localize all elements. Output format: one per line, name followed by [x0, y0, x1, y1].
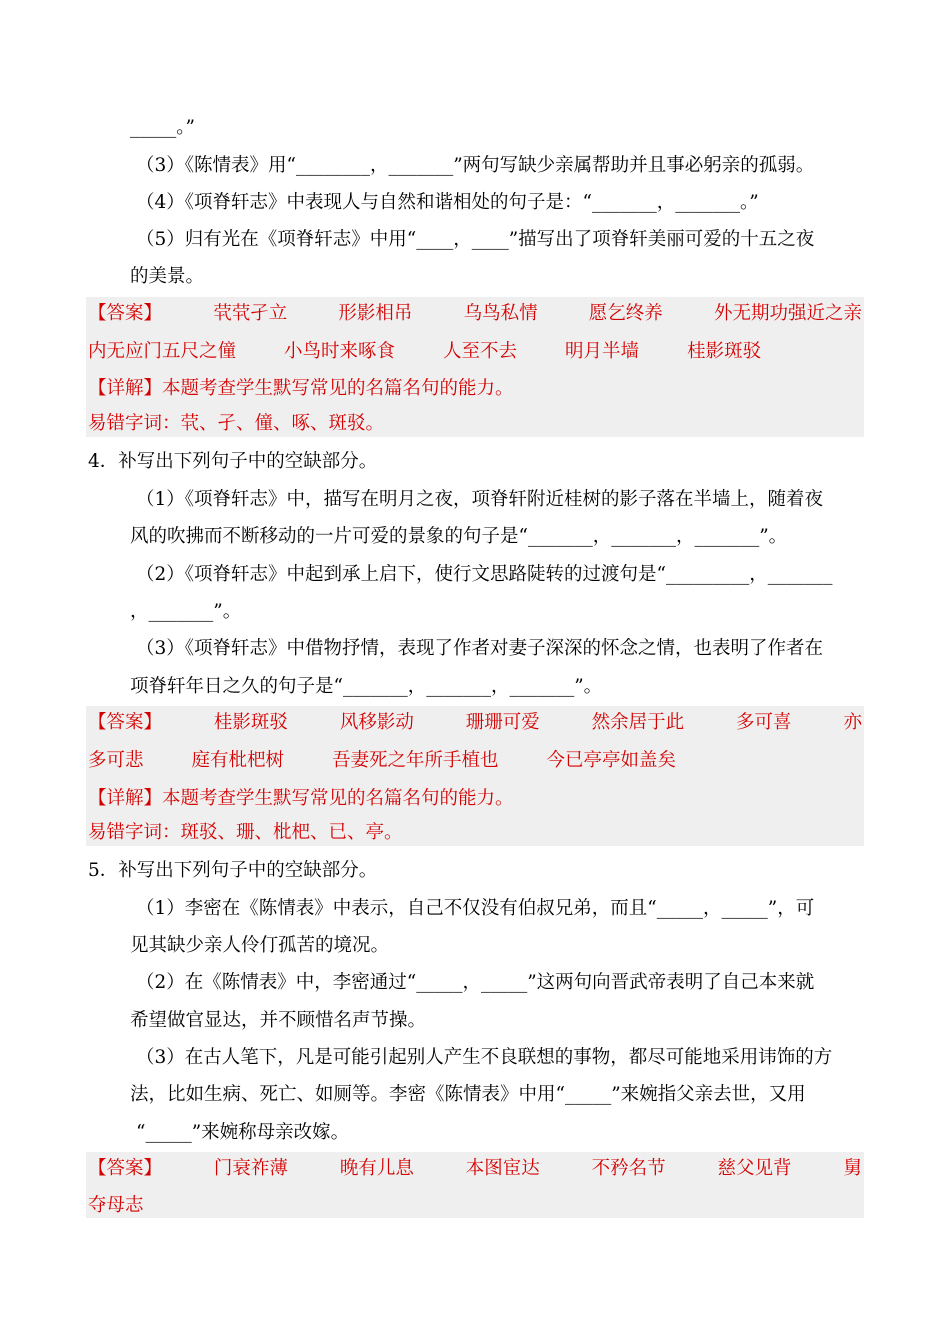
answer-item: 桂影斑驳 [213, 712, 288, 733]
question-4-title: 4．补写出下列句子中的空缺部分。 [88, 451, 378, 472]
answer-item: 吾妻死之年所手植也 [332, 750, 499, 771]
question-4-item: 风的吹拂而不断移动的一片可爱的景象的句子是“_______，_______，_______”。 [130, 526, 788, 547]
answer-item: 亦 [843, 712, 862, 733]
answer-item: 茕茕孑立 [213, 303, 288, 324]
answer-q5-row-2 [88, 1193, 862, 1219]
answer-item: 多可喜 [736, 712, 792, 733]
question-3-item-3: （3）《陈情表》用“________，_______”两句写缺少亲属帮助并且事必躬亲的孤弱。 [136, 155, 815, 176]
question-5-item: 希望做官显达，并不顾惜名声节操。 [130, 1010, 427, 1031]
question-4-item: 项脊轩年日之久的句子是“_______，_______，_______”。 [130, 676, 603, 697]
question-3-item-5-cont: 的美景。 [130, 266, 205, 287]
answer-item: 多可悲 [88, 750, 144, 771]
question-5-title: 5．补写出下列句子中的空缺部分。 [88, 860, 378, 881]
answer-tag: 【答案】 [88, 712, 163, 733]
answer-item: 今已亭亭如盖矣 [546, 750, 677, 771]
answer-q4-row-1 [88, 710, 862, 736]
answer-tag: 【答案】 [88, 1158, 163, 1179]
question-4-item: （1）《项脊轩志》中，描写在明月之夜，项脊轩附近桂树的影子落在半墙上，随着夜 [136, 489, 824, 510]
answer-q4-errors: 易错字词：斑驳、珊、枇杷、已、亭。 [88, 822, 403, 843]
answer-q3-row-1 [88, 301, 862, 327]
answer-q4-detail: 【详解】本题考查学生默写常见的名篇名句的能力。 [88, 788, 514, 809]
answer-item: 桂影斑驳 [687, 341, 762, 362]
answer-item: 形影相吊 [338, 303, 413, 324]
answer-item: 舅 [843, 1158, 862, 1179]
question-3-item-4: （4）《项脊轩志》中表现人与自然和谐相处的句子是：“_______，_______。” [136, 192, 759, 213]
answer-item: 明月半墙 [565, 341, 640, 362]
answer-item: 夺母志 [88, 1195, 144, 1216]
answer-item: 乌鸟私情 [463, 303, 538, 324]
question-5-item: （3）在古人笔下，凡是可能引起别人产生不良联想的事物，都尽可能地采用讳饰的方 [136, 1047, 833, 1068]
question-3-item-5: （5）归有光在《项脊轩志》中用“____，____”描写出了项脊轩美丽可爱的十五之夜 [136, 229, 815, 250]
answer-item: 慈父见背 [717, 1158, 792, 1179]
answer-item: 门衰祚薄 [213, 1158, 288, 1179]
question-5-item: 见其缺少亲人伶仃孤苦的境况。 [130, 935, 390, 956]
answer-item: 本图宦达 [465, 1158, 540, 1179]
question-5-item: （1）李密在《陈情表》中表示，自己不仅没有伯叔兄弟，而且“_____，_____”，可 [136, 898, 815, 919]
answer-item: 庭有枇杷树 [191, 750, 285, 771]
answer-q4-row-2 [88, 748, 862, 774]
continued-blank-line: _____。” [130, 117, 195, 138]
answer-q3-detail: 【详解】本题考查学生默写常见的名篇名句的能力。 [88, 378, 514, 399]
question-4-item: ，_______”。 [130, 601, 242, 622]
answer-item: 愿乞终养 [588, 303, 663, 324]
answer-item: 风移影动 [339, 712, 414, 733]
answer-item: 晚有儿息 [339, 1158, 414, 1179]
answer-item: 人至不去 [443, 341, 518, 362]
answer-item: 珊珊可爱 [465, 712, 540, 733]
answer-q3-errors: 易错字词：茕、孑、僮、啄、斑驳。 [88, 413, 385, 434]
question-5-item: “_____”来婉称母亲改嫁。 [136, 1122, 350, 1143]
question-4-item: （3）《项脊轩志》中借物抒情，表现了作者对妻子深深的怀念之情，也表明了作者在 [136, 638, 824, 659]
question-4-item: （2）《项脊轩志》中起到承上启下，使行文思路陡转的过渡句是“_________，_______ [136, 564, 833, 585]
question-5-item: 法，比如生病、死亡、如厕等。李密《陈情表》中用“_____”来婉指父亲去世，又用 [130, 1084, 806, 1105]
answer-item: 然余居于此 [591, 712, 685, 733]
answer-item: 外无期功强近之亲 [713, 303, 862, 324]
answer-item: 小鸟时来啄食 [284, 341, 396, 362]
answer-item: 不矜名节 [591, 1158, 666, 1179]
question-5-item: （2）在《陈情表》中，李密通过“_____，_____”这两句向晋武帝表明了自己本来就 [136, 972, 815, 993]
answer-item: 内无应门五尺之僮 [88, 341, 237, 362]
answer-q3-row-2 [88, 339, 862, 365]
answer-q5-row-1 [88, 1156, 862, 1182]
answer-tag: 【答案】 [88, 303, 163, 324]
